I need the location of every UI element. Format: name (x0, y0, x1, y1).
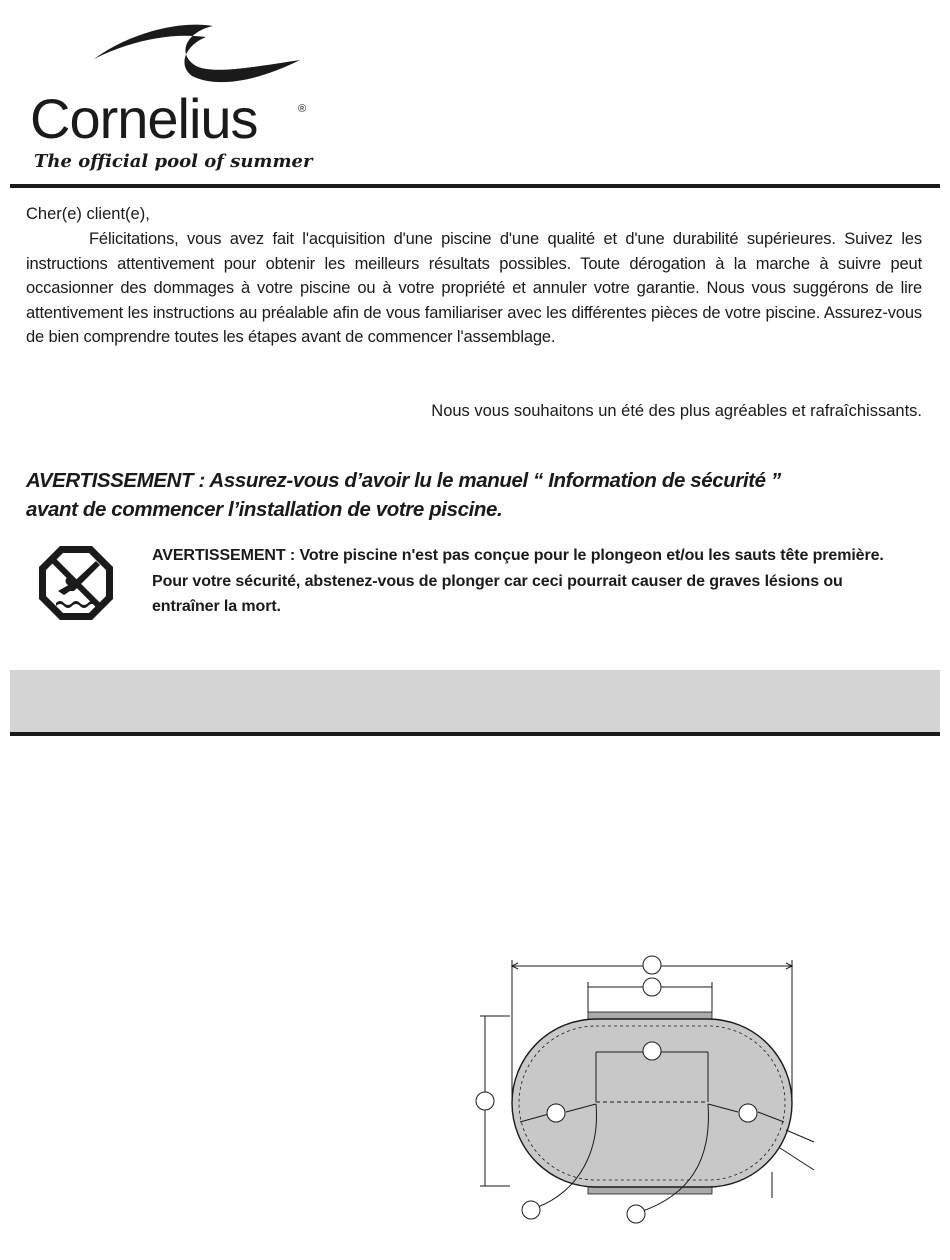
letter-closing: Nous vous souhaitons un été des plus agréables et rafraîchissants. (431, 402, 922, 420)
cornelius-logo (28, 10, 328, 180)
safety-warning-title (26, 466, 926, 524)
pool-dimension-diagram (460, 948, 840, 1228)
no-diving-icon (36, 543, 116, 623)
logo-registered: ® (298, 103, 307, 115)
logo-tagline: The official pool of summer (34, 151, 313, 172)
letter-body: Félicitations, vous avez fait l'acquisition d'une piscine d'une qualité et d'une durabilité supérieures. Suivez les instructions attentivement pour obtenir les meilleurs résultats possibles. Toute dérogation à la marche à suivre peut occasionner des dommages à votre piscine ou à votre propriété et annuler votre garantie. Nous vous suggérons de lire attentivement les instructions au préalable afin de vous familiariser avec les différentes pièces de votre piscine. Assurez-vous de bien comprendre toutes les étapes avant de commencer l'assemblage. (26, 230, 922, 346)
logo-swoosh (94, 25, 300, 82)
no-diving-warning: AVERTISSEMENT : Votre piscine n'est pas conçue pour le plongeon et/ou les sauts tête première. Pour votre sécurité, abstenez-vous de plonger car ceci pourrait causer de graves lésions ou entraîner la mort. (152, 547, 884, 615)
safety-warning-title-line1: AVERTISSEMENT : Assurez-vous d’avoir lu le manuel “ Information de sécurité ” (26, 469, 781, 492)
top-divider (10, 184, 940, 188)
safety-warning-title-line2: avant de commencer l’installation de votre piscine. (26, 498, 503, 521)
letter-greeting: Cher(e) client(e), (26, 205, 150, 223)
logo-wordmark: Cornelius (30, 87, 258, 150)
section-divider (10, 732, 940, 736)
section-header-band (10, 670, 940, 732)
